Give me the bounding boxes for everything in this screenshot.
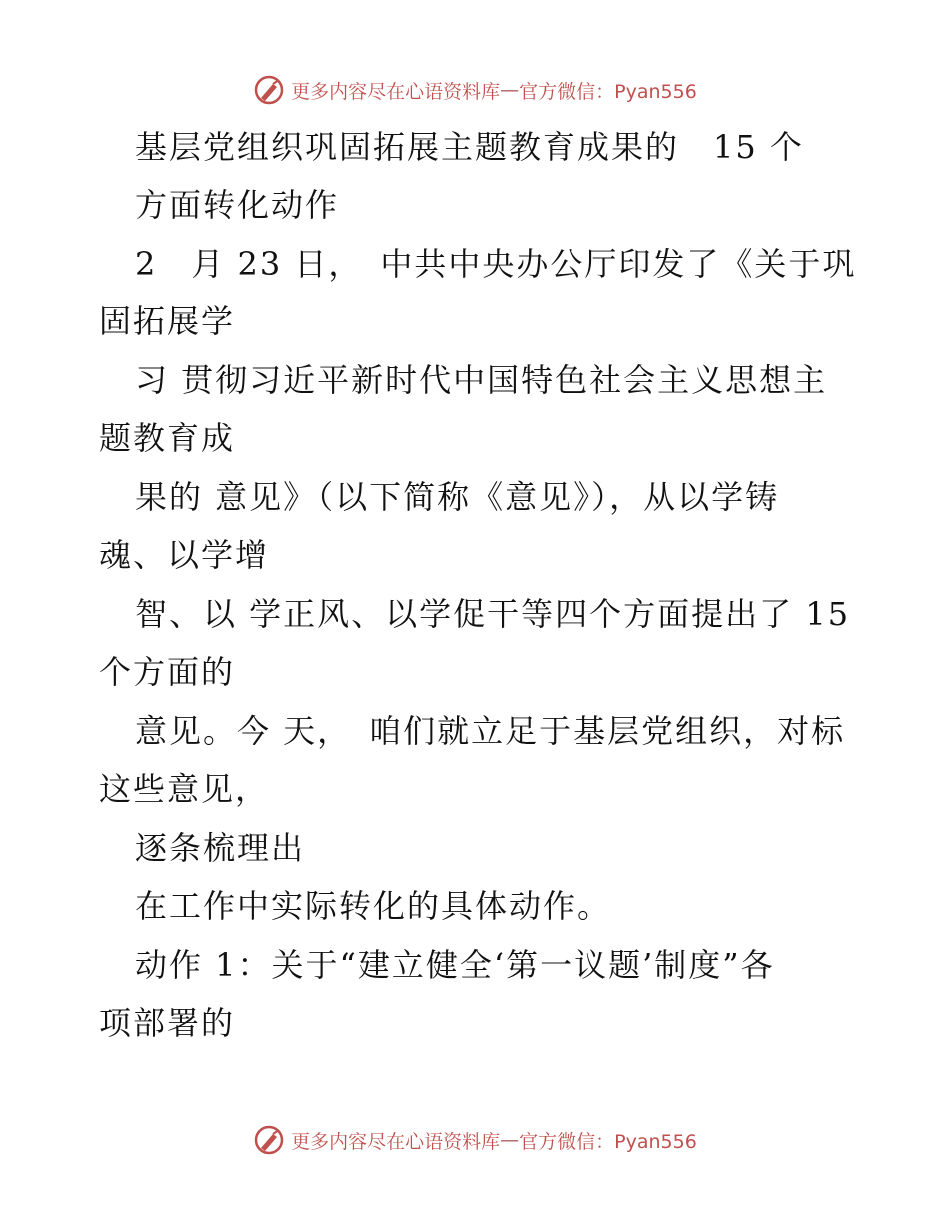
pen-logo-icon bbox=[253, 1124, 285, 1156]
banner-wechat: 官方微信：Pyan556 bbox=[519, 1130, 697, 1153]
doc-line: 固拓展学 bbox=[99, 302, 236, 340]
doc-line: 动作 1：关于“建立健全‘第一议题’制度”各 bbox=[135, 946, 775, 984]
doc-line: 逐条梳理出 bbox=[135, 829, 306, 867]
doc-line: 果的 意见》（以下简称《意见》），从以学铸 bbox=[135, 478, 780, 516]
doc-line: 意见。今 天， 咱们就立足于基层党组织，对标 bbox=[135, 712, 846, 750]
banner-separator: — bbox=[500, 79, 520, 101]
doc-line: 题教育成 bbox=[99, 419, 236, 457]
doc-line: 这些意见， bbox=[99, 770, 270, 808]
doc-line: 2 月 23 日， 中共中央办公厅印发了《关于巩 bbox=[135, 245, 857, 283]
banner-separator: — bbox=[500, 1129, 520, 1151]
banner-wechat: 官方微信：Pyan556 bbox=[519, 80, 697, 103]
doc-line: 习 贯彻习近平新时代中国特色社会主义思想主 bbox=[135, 361, 828, 399]
doc-line: 智、以 学正风、以学促干等四个方面提出了 15 bbox=[135, 595, 851, 633]
doc-line: 基层党组织巩固拓展主题教育成果的 15 个 bbox=[135, 128, 804, 166]
doc-line: 项部署的 bbox=[99, 1004, 236, 1042]
doc-line: 个方面的 bbox=[99, 653, 236, 691]
banner-text: 更多内容尽在心语资料库 bbox=[291, 1130, 501, 1153]
footer-watermark-banner bbox=[0, 1120, 950, 1160]
banner-text: 更多内容尽在心语资料库 bbox=[291, 80, 501, 103]
doc-line: 方面转化动作 bbox=[135, 186, 340, 224]
doc-line: 在工作中实际转化的具体动作。 bbox=[135, 887, 612, 925]
doc-line: 魂、以学增 bbox=[99, 536, 270, 574]
